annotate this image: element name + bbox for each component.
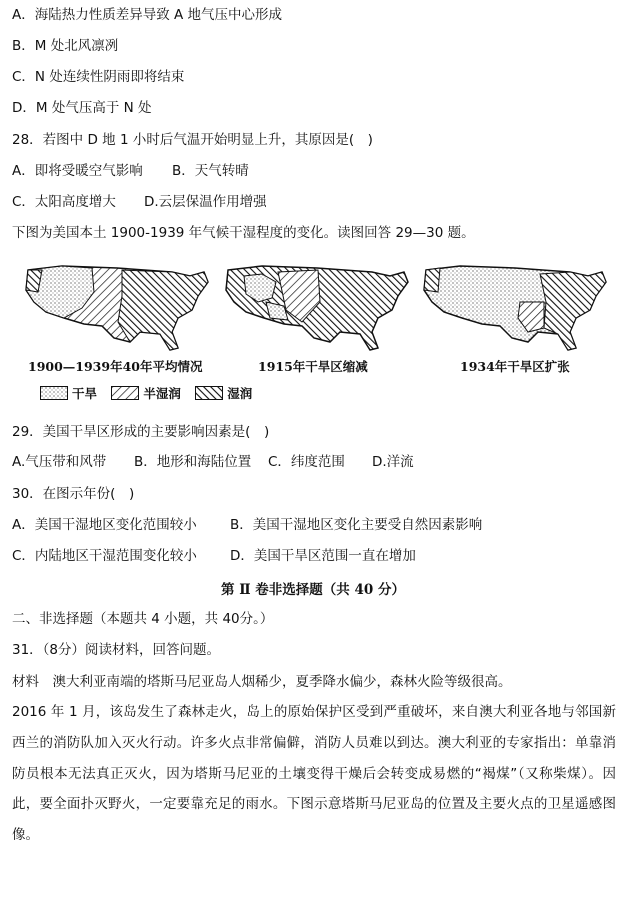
q30-option-a: A．美国干湿地区变化范围较小 [12, 517, 197, 533]
legend-humid [195, 384, 252, 402]
q30-option-c: C．内陆地区干湿范围变化较小 [12, 548, 197, 564]
semi-humid-swatch-icon [111, 386, 139, 400]
map-1900-1939 [22, 262, 212, 354]
q30-options-row1 [12, 515, 482, 535]
material-paragraph: 2016 年 1 月，该岛发生了森林走火，岛上的原始保护区受到严重破坏，来自澳大利亚各地与邻国新西兰的消防队加入灭火行动。许多火点非常偏僻，消防人员难以到达。澳大利亚的专家指出：单靠消防员根本无法真正灭火，因为塔斯马尼亚的土壤变得干燥后会转变成易燃的“褐煤”（又称柴煤）。因此，要全面扑灭野火，一定要靠充足的雨水。下图示意塔斯马尼亚岛的位置及主要火点的卫星遥感图像。 [12, 704, 616, 844]
q28-options-row2 [12, 192, 267, 212]
q30-option-b: B．美国干湿地区变化主要受自然因素影响 [230, 517, 483, 533]
map-1934 [420, 262, 610, 354]
q29-option-b: B．地形和海陆位置 [134, 454, 252, 470]
q31-stem: 31．（8分）阅读材料，回答问题。 [12, 642, 221, 658]
map-caption-3: 1934年干旱区扩张 [460, 359, 570, 374]
q29-stem: 29．美国干旱区形成的主要影响因素是( ) [12, 424, 270, 440]
section-heading: 二、非选择题（本题共 4 小题，共 40分。） [12, 611, 274, 627]
q27-option-c: C．N 处连续性阴雨即将结束 [12, 69, 185, 85]
legend-semi-humid-label: 半湿润 [143, 386, 181, 401]
q29-option-a: A.气压带和风带 [12, 454, 107, 470]
q27-option-a: A．海陆热力性质差异导致 A 地气压中心形成 [12, 7, 283, 23]
q28-option-b: B．天气转晴 [172, 163, 249, 179]
legend-semi-humid [111, 384, 181, 402]
figure-intro: 下图为美国本土 1900-1939 年气候干湿程度的变化。读图回答 29—30 题。 [12, 225, 475, 241]
q30-options-row2 [12, 546, 416, 566]
q27-option-d: D．M 处气压高于 N 处 [12, 100, 152, 116]
q29-option-c: C．纬度范围 [268, 454, 345, 470]
q28-option-a: A．即将受暖空气影响 [12, 163, 143, 179]
material-line: 材料 澳大利亚南端的塔斯马尼亚岛人烟稀少，夏季降水偏少，森林火险等级很高。 [12, 674, 512, 690]
q28-option-d: D.云层保温作用增强 [144, 194, 267, 210]
map-caption-1: 1900—1939年40年平均情况 [28, 359, 203, 374]
q27-option-b: B．M 处北风凛冽 [12, 38, 119, 54]
legend-dry-label: 干旱 [72, 386, 98, 401]
q28-options-row1 [12, 161, 249, 181]
q30-option-d: D．美国干旱区范围一直在增加 [230, 548, 416, 564]
q29-option-d: D.洋流 [372, 454, 414, 470]
legend-humid-label: 湿润 [227, 386, 253, 401]
map-legend [40, 384, 262, 403]
q30-stem: 30．在图示年份( ) [12, 486, 135, 502]
q28-stem: 28．若图中 D 地 1 小时后气温开始明显上升，其原因是( ) [12, 132, 373, 148]
q29-options-row [12, 452, 414, 472]
section-title: 第 Ⅱ 卷非选择题（共 40 分） [221, 582, 405, 598]
legend-dry [40, 384, 97, 402]
humid-swatch-icon [195, 386, 223, 400]
dry-swatch-icon [40, 386, 68, 400]
map-1915 [222, 262, 412, 354]
q28-option-c: C．太阳高度增大 [12, 194, 116, 210]
map-caption-2: 1915年干旱区缩减 [258, 359, 368, 374]
